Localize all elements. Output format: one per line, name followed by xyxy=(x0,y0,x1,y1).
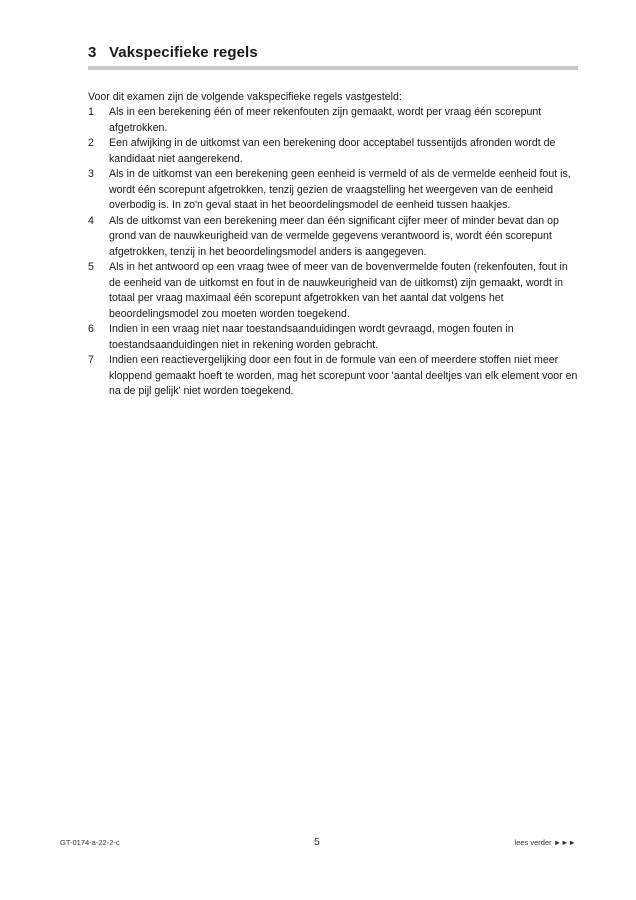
rule-text: Als in de uitkomst van een berekening geen eenheid is vermeld of als de vermelde eenheid fout is, wordt één scorepunt afgetrokken, tenzij gezien de vraagstelling het weergeven van de eenheid overbodig is. In zo'n geval staat in het beoordelingsmodel de eenheid tussen haakjes. xyxy=(109,168,571,211)
rule-item xyxy=(88,105,578,136)
rule-item xyxy=(88,260,578,322)
rule-number: 5 xyxy=(88,261,94,273)
section-number: 3 xyxy=(88,44,97,61)
document-code: GT-0174-a-22-2-c xyxy=(60,838,120,847)
rule-text: Indien een reactievergelijking door een fout in de formule van een of meerdere stoffen niet meer kloppend gemaakt hoeft te worden, mag het scorepunt voor 'aantal deeltjes van elk element voor en na de pijl gelijk' niet worden toegekend. xyxy=(109,354,578,397)
section-heading xyxy=(88,44,578,61)
rule-number: 6 xyxy=(88,323,94,335)
intro-text: Voor dit examen zijn de volgende vakspecifieke regels vastgesteld: xyxy=(88,91,402,103)
continue-indicator: lees verder ►►► xyxy=(514,838,576,847)
page-number: 5 xyxy=(314,836,320,848)
rule-number: 4 xyxy=(88,214,94,227)
rule-item xyxy=(88,136,578,167)
rule-item xyxy=(88,214,578,261)
rule-text: Een afwijking in de uitkomst van een berekening door acceptabel tussentijds afronden wordt de kandidaat niet aangerekend. xyxy=(109,137,556,165)
rules-list xyxy=(88,105,578,400)
rule-item xyxy=(88,353,578,400)
rule-text: Als de uitkomst van een berekening meer dan één significant cijfer meer of minder bevat dan op grond van de nauwkeurigheid van de vermelde gegevens verantwoord is, wordt één scorepunt afgetrokken, tenzij in het beoordelingsmodel anders is aangegeven. xyxy=(109,214,559,258)
rule-number: 1 xyxy=(88,106,94,118)
rule-number: 2 xyxy=(88,137,94,149)
heading-divider xyxy=(88,66,578,70)
section-title: Vakspecifieke regels xyxy=(109,44,258,61)
rule-text: Als in het antwoord op een vraag twee of meer van de bovenvermelde fouten (rekenfouten, fout in de eenheid van de uitkomst en fout in de nauwkeurigheid van de uitkomst) zijn gemaakt, wordt in totaal per vraag maximaal één scorepunt afgetrokken van het aantal dat volgens het beoordelingsmodel zou moeten worden toegekend. xyxy=(109,261,568,320)
rule-number: 3 xyxy=(88,168,94,180)
rule-item xyxy=(88,167,578,214)
rule-text: Indien in een vraag niet naar toestandsaanduidingen wordt gevraagd, mogen fouten in toestandsaanduidingen niet in rekening worden gebracht. xyxy=(109,323,514,351)
rule-number: 7 xyxy=(88,354,94,366)
rule-item xyxy=(88,322,578,353)
rule-text: Als in een berekening één of meer rekenfouten zijn gemaakt, wordt per vraag één scorepunt afgetrokken. xyxy=(109,106,542,134)
